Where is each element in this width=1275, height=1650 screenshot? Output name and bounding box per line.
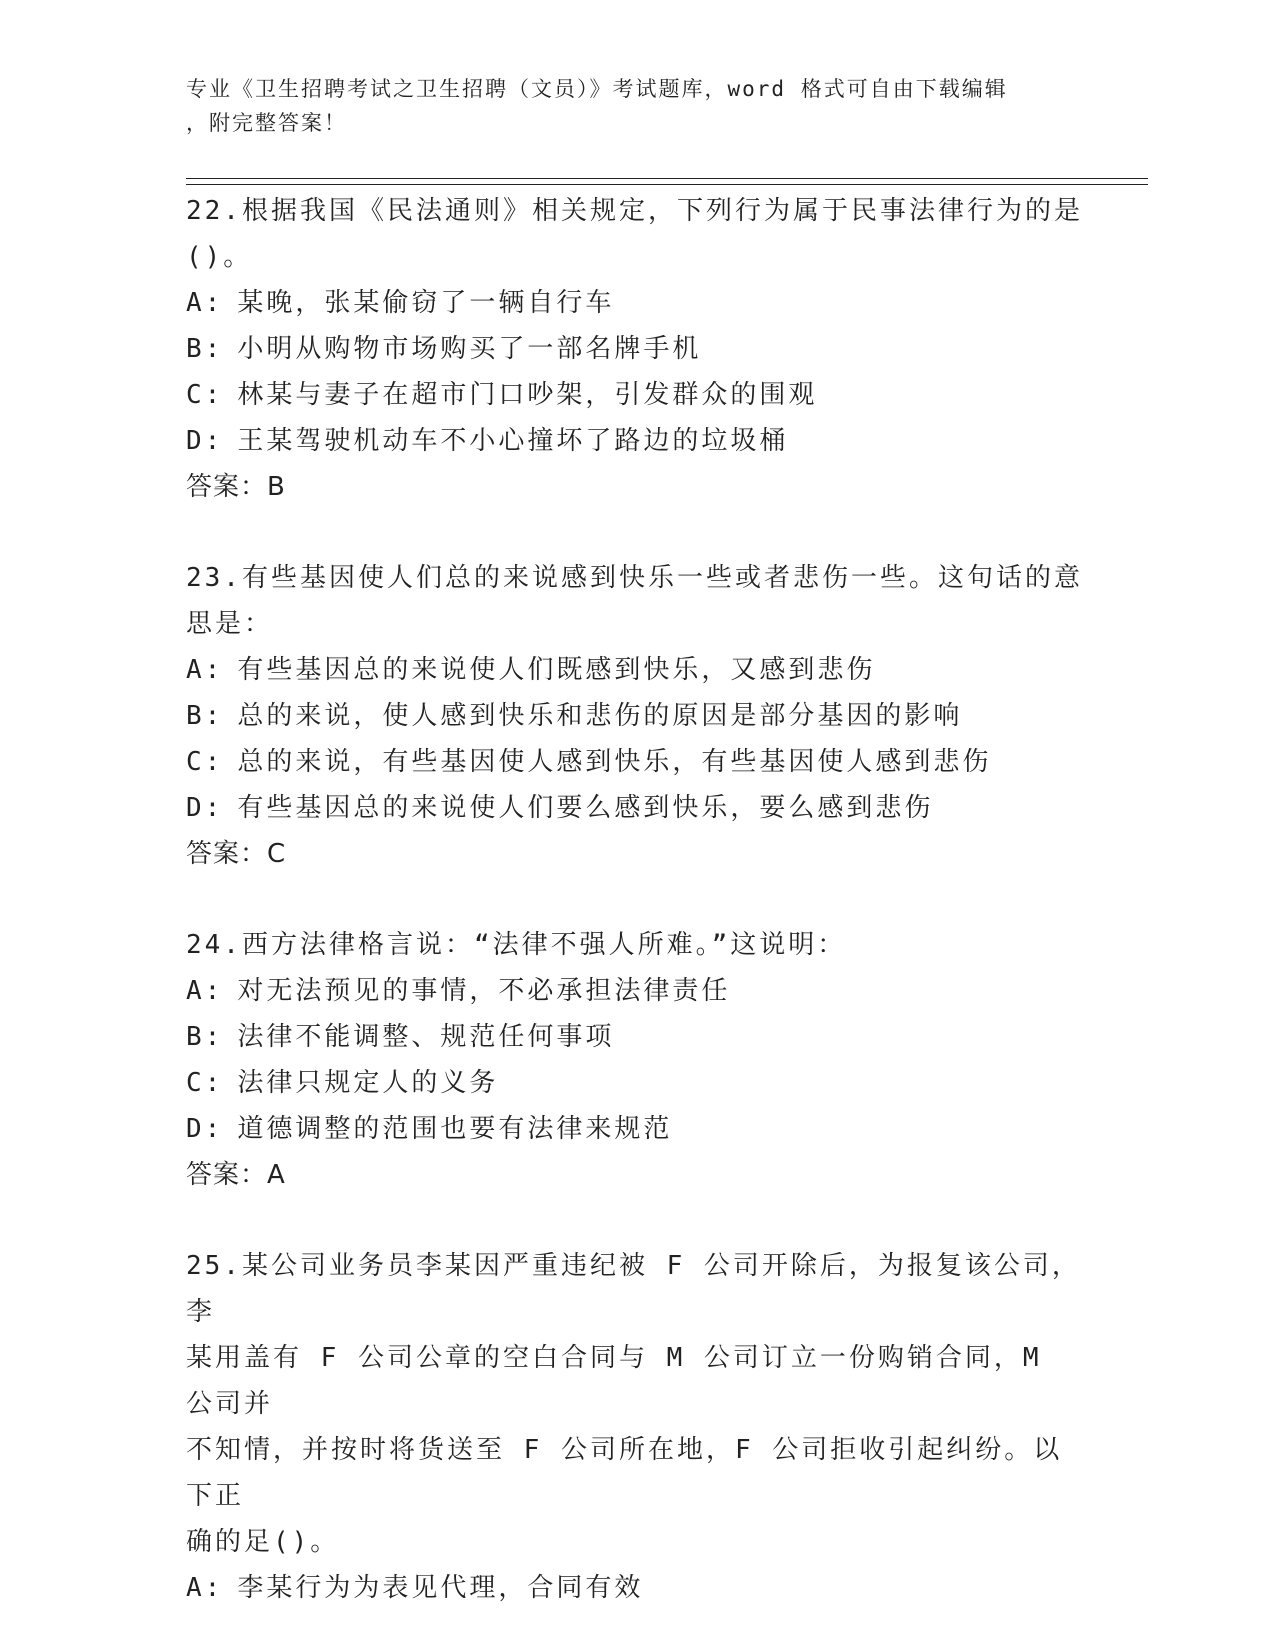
option-label: A: [186,655,224,685]
option-label: A: [186,976,224,1006]
document-header [186,72,1086,140]
question-stem-line: 25.某公司业务员李某因严重违纪被 F 公司开除后，为报复该公司，李 [186,1251,1081,1327]
answer-line: 答案：A [186,1160,286,1190]
header-rule-top [186,178,1148,179]
question-22 [186,188,1086,510]
option-text: 小明从购物市场购买了一部名牌手机 [237,334,702,364]
question-stem-line: 确的足()。 [186,1527,340,1557]
header-line-1: 专业《卫生招聘考试之卫生招聘（文员）》考试题库，word 格式可自由下载编辑 [186,77,1008,101]
option-a [186,1565,1086,1611]
question-25 [186,1243,1086,1611]
option-text: 法律只规定人的义务 [237,1068,499,1098]
question-stem-line: 不知情，并按时将货送至 F 公司所在地，F 公司拒收引起纠纷。以下正 [186,1435,1063,1511]
option-a [186,968,1086,1014]
option-d [186,785,1086,831]
question-list [186,188,1086,1611]
option-b [186,326,1086,372]
option-text: 李某行为为表见代理，合同有效 [237,1573,644,1603]
option-d [186,1106,1086,1152]
header-line-2: ，附完整答案！ [186,111,347,135]
option-c [186,1060,1086,1106]
option-label: D: [186,1114,224,1144]
option-c [186,739,1086,785]
header-rule-bottom [186,184,1148,185]
option-label: C: [186,1068,224,1098]
option-label: C: [186,747,224,777]
option-text: 道德调整的范围也要有法律来规范 [237,1114,673,1144]
option-label: D: [186,426,224,456]
option-text: 某晚，张某偷窃了一辆自行车 [237,288,615,318]
option-a [186,280,1086,326]
option-text: 法律不能调整、规范任何事项 [237,1022,615,1052]
option-label: B: [186,334,224,364]
question-stem-line: 22.根据我国《民法通则》相关规定，下列行为属于民事法律行为的是 [186,196,1083,226]
option-label: C: [186,380,224,410]
option-label: B: [186,1022,224,1052]
option-b [186,693,1086,739]
option-a [186,647,1086,693]
question-stem-line: 思是： [186,609,274,639]
option-d [186,418,1086,464]
option-label: A: [186,288,224,318]
option-b [186,1014,1086,1060]
question-stem-line: 24.西方法律格言说：“法律不强人所难。”这说明： [186,930,847,960]
option-label: A: [186,1573,224,1603]
answer-line: 答案：C [186,839,287,869]
option-text: 有些基因总的来说使人们要么感到快乐，要么感到悲伤 [237,793,934,823]
option-text: 总的来说，有些基因使人感到快乐，有些基因使人感到悲伤 [237,747,992,777]
question-23 [186,555,1086,877]
option-text: 王某驾驶机动车不小心撞坏了路边的垃圾桶 [237,426,789,456]
option-label: D: [186,793,224,823]
question-stem-line: ()。 [186,242,253,272]
option-label: B: [186,701,224,731]
question-24 [186,922,1086,1198]
question-stem-line: 某用盖有 F 公司公章的空白合同与 M 公司订立一份购销合同，M 公司并 [186,1343,1042,1419]
answer-line: 答案：B [186,472,286,502]
option-text: 总的来说，使人感到快乐和悲伤的原因是部分基因的影响 [237,701,963,731]
option-text: 林某与妻子在超市门口吵架，引发群众的围观 [237,380,818,410]
option-text: 对无法预见的事情，不必承担法律责任 [237,976,731,1006]
option-text: 有些基因总的来说使人们既感到快乐，又感到悲伤 [237,655,876,685]
option-c [186,372,1086,418]
question-stem-line: 23.有些基因使人们总的来说感到快乐一些或者悲伤一些。这句话的意 [186,563,1083,593]
